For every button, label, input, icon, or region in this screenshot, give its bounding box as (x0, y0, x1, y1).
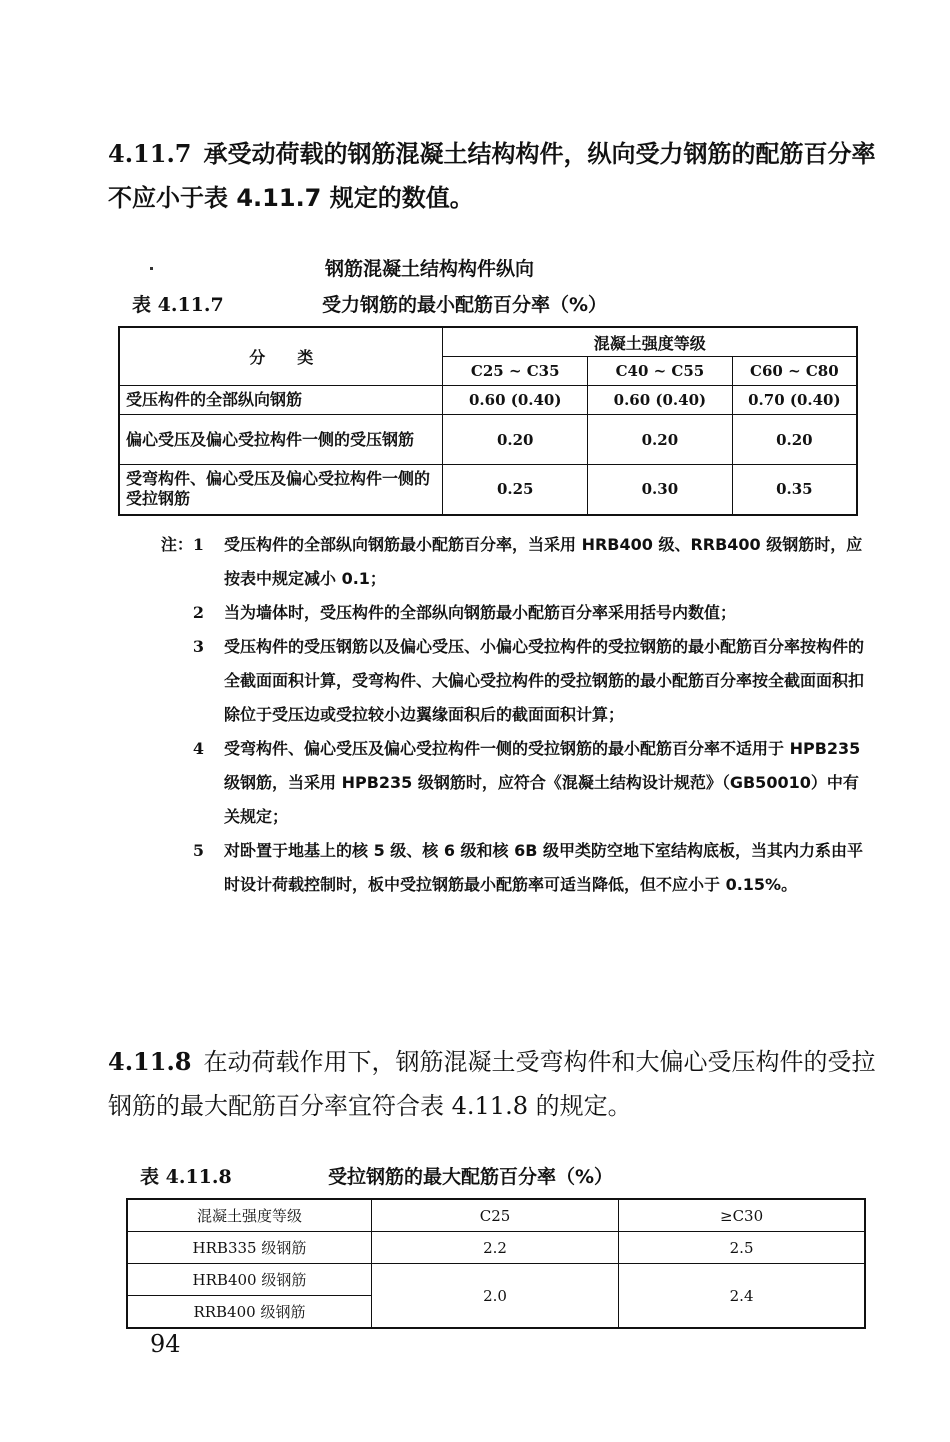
note-text: 受弯构件、偏心受压及偏心受拉构件一侧的受拉钢筋的最小配筋百分率不适用于 HPB235 级钢筋，当采用 HPB235 级钢筋时，应符合《混凝土结构设计规范》（GB50010）中有关规定； (224, 739, 861, 826)
row-label: RRB400 级钢筋 (127, 1296, 371, 1329)
table-label: 表 4.11.8 (140, 1166, 232, 1188)
note-item (152, 732, 872, 834)
note-text: 当为墙体时，受压构件的全部纵向钢筋最小配筋百分率采用括号内数值； (224, 603, 737, 622)
note-text: 受压构件的受压钢筋以及偏心受压、小偏心受拉构件的受拉钢筋的最小配筋百分率按构件的全截面面积计算，受弯构件、大偏心受拉构件的受拉钢筋的最小配筋百分率按全截面面积扣除位于受压边或受拉较小边翼缘面积后的截面面积计算； (224, 637, 865, 724)
grade-header: C40 ~ C55 (588, 357, 733, 386)
table-title: 受拉钢筋的最大配筋百分率（%） (328, 1166, 614, 1188)
row-value: 2.0 (371, 1264, 618, 1329)
note-item (152, 630, 872, 732)
note-label: 2 (192, 603, 204, 622)
note-label: 注：1 (160, 535, 204, 554)
table-title-line2: 受力钢筋的最小配筋百分率（%） (322, 294, 608, 316)
table-title-line1: 钢筋混凝土结构构件纵向 (325, 258, 535, 280)
header-cell: ≥C30 (619, 1199, 865, 1232)
table-header-row (127, 1199, 865, 1232)
table-row (119, 465, 857, 515)
row-value: 0.20 (443, 415, 588, 465)
header-cell: 混凝土强度等级 (127, 1199, 371, 1232)
clause-number: 4.11.7 (108, 139, 192, 168)
table-4-11-7 (118, 326, 858, 516)
row-value: 0.35 (732, 465, 857, 515)
table-row (127, 1232, 865, 1264)
row-value: 2.2 (371, 1232, 618, 1264)
note-item (152, 834, 872, 902)
table-row (119, 386, 857, 415)
note-item (152, 596, 872, 630)
row-value: 0.60 (0.40) (588, 386, 733, 415)
row-category: 受弯构件、偏心受压及偏心受拉构件一侧的受拉钢筋 (119, 465, 443, 515)
row-label: HRB400 级钢筋 (127, 1264, 371, 1296)
row-value: 2.5 (619, 1232, 865, 1264)
clause-4-11-7 (108, 132, 878, 220)
table-label: 表 4.11.7 (132, 294, 224, 316)
note-label: 3 (192, 637, 204, 656)
row-category: 受压构件的全部纵向钢筋 (119, 386, 443, 415)
clause-number: 4.11.8 (108, 1047, 192, 1076)
table-notes (152, 528, 872, 902)
header-strength-grade: 混凝土强度等级 (443, 327, 857, 357)
stray-dot (150, 267, 153, 270)
header-cell: C25 (371, 1199, 618, 1232)
note-text: 对卧置于地基上的核 5 级、核 6 级和核 6B 级甲类防空地下室结构底板，当其内力系由平时设计荷载控制时，板中受拉钢筋最小配筋率可适当降低，但不应小于 0.15%。 (224, 841, 864, 894)
header-category: 分 类 (119, 327, 443, 386)
row-value: 0.20 (588, 415, 733, 465)
row-value: 0.20 (732, 415, 857, 465)
row-value: 0.60 (0.40) (443, 386, 588, 415)
clause-text: 承受动荷载的钢筋混凝土结构构件，纵向受力钢筋的配筋百分率不应小于表 4.11.7 规定的数值。 (108, 140, 876, 212)
row-label: HRB335 级钢筋 (127, 1232, 371, 1264)
note-text: 受压构件的全部纵向钢筋最小配筋百分率，当采用 HRB400 级、RRB400 级钢筋时，应按表中规定减小 0.1； (224, 535, 863, 588)
table-4-11-8 (126, 1198, 866, 1329)
table-row (127, 1264, 865, 1296)
page-number: 94 (150, 1330, 181, 1358)
row-value: 0.30 (588, 465, 733, 515)
row-value: 2.4 (619, 1264, 865, 1329)
note-label: 5 (192, 841, 204, 860)
note-item (152, 528, 872, 596)
grade-header: C60 ~ C80 (732, 357, 857, 386)
clause-4-11-8 (108, 1040, 878, 1128)
table-row (119, 415, 857, 465)
grade-header: C25 ~ C35 (443, 357, 588, 386)
clause-text: 在动荷载作用下，钢筋混凝土受弯构件和大偏心受压构件的受拉钢筋的最大配筋百分率宜符合表 4.11.8 的规定。 (108, 1048, 876, 1120)
table-header-row (119, 327, 857, 357)
row-category: 偏心受压及偏心受拉构件一侧的受压钢筋 (119, 415, 443, 465)
row-value: 0.70 (0.40) (732, 386, 857, 415)
row-value: 0.25 (443, 465, 588, 515)
note-label: 4 (192, 739, 204, 758)
